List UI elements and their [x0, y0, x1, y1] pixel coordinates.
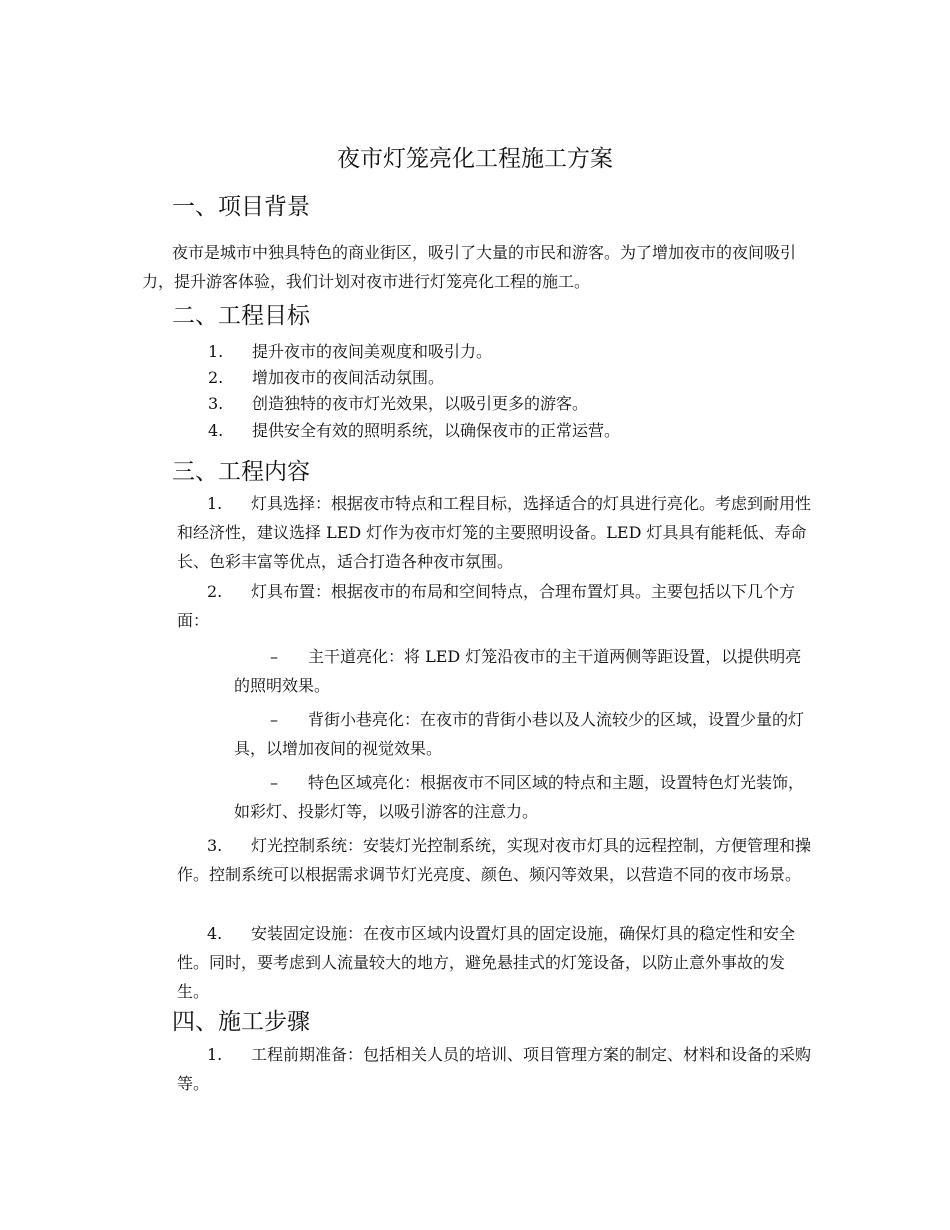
sub-item-dash: –: [270, 647, 278, 666]
goal-item-number: 2.: [208, 368, 224, 387]
sub-item-dash: –: [270, 710, 278, 729]
content-item: [177, 919, 813, 1006]
goal-item-text: 创造独特的夜市灯光效果，以吸引更多的游客。: [252, 394, 589, 413]
goal-item-number: 1.: [208, 342, 224, 361]
step-item: [177, 1040, 813, 1098]
content-item: [177, 831, 813, 889]
content-item-number: 4.: [207, 924, 223, 943]
goal-item: [208, 391, 588, 417]
section-heading-content: 三、工程内容: [172, 459, 310, 485]
content-item-text: 灯具选择：根据夜市特点和工程目标，选择适合的灯具进行亮化。考虑到耐用性和经济性，建议选择 LED 灯作为夜市灯笼的主要照明设备。LED 灯具具有能耗低、寿命长、色彩丰富等优点，适合打造各种夜市氛围。: [177, 494, 812, 571]
goal-item-text: 提供安全有效的照明系统，以确保夜市的正常运营。: [252, 421, 621, 440]
content-item-number: 3.: [207, 836, 223, 855]
content-item-text: 灯具布置：根据夜市的布局和空间特点，合理布置灯具。主要包括以下几个方面：: [177, 582, 796, 630]
step-item-number: 1.: [207, 1045, 223, 1064]
section-heading-steps: 四、施工步骤: [172, 1009, 310, 1035]
background-paragraph: 夜市是城市中独具特色的商业街区，吸引了大量的市民和游客。为了增加夜市的夜间吸引力，提升游客体验，我们计划对夜市进行灯笼亮化工程的施工。: [142, 243, 797, 291]
document-title: 夜市灯笼亮化工程施工方案: [337, 146, 613, 172]
layout-sub-item: [234, 642, 814, 700]
step-item-text: 工程前期准备：包括相关人员的培训、项目管理方案的制定、材料和设备的采购等。: [177, 1045, 812, 1093]
content-item: [177, 489, 813, 576]
goal-item: [208, 339, 492, 365]
sub-item-text: 背街小巷亮化：在夜市的背街小巷以及人流较少的区域，设置少量的灯具，以增加夜间的视觉效果。: [234, 710, 805, 758]
content-item-text: 灯光控制系统：安装灯光控制系统，实现对夜市灯具的远程控制，方便管理和操作。控制系统可以根据需求调节灯光亮度、颜色、频闪等效果，以营造不同的夜市场景。: [177, 836, 812, 884]
layout-sub-item: [234, 705, 814, 763]
layout-sub-item: [234, 768, 814, 826]
goal-item-number: 4.: [208, 421, 224, 440]
content-item: [177, 577, 813, 635]
sub-item-dash: –: [270, 773, 278, 792]
section-heading-goals: 二、工程目标: [172, 303, 310, 329]
sub-item-text: 特色区域亮化：根据夜市不同区域的特点和主题，设置特色灯光装饰，如彩灯、投影灯等，以吸引游客的注意力。: [234, 773, 805, 821]
goal-item-number: 3.: [208, 394, 224, 413]
content-item-number: 1.: [207, 494, 223, 513]
goal-item: [208, 418, 620, 444]
goal-item-text: 增加夜市的夜间活动氛围。: [252, 368, 445, 387]
goal-item-text: 提升夜市的夜间美观度和吸引力。: [252, 342, 493, 361]
content-item-number: 2.: [207, 582, 223, 601]
section-heading-background: 一、项目背景: [172, 194, 310, 220]
sub-item-text: 主干道亮化：将 LED 灯笼沿夜市的主干道两侧等距设置，以提供明亮的照明效果。: [234, 647, 802, 695]
goal-item: [208, 365, 444, 391]
content-item-text: 安装固定设施：在夜市区域内设置灯具的固定设施，确保灯具的稳定性和安全性。同时，要考虑到人流量较大的地方，避免悬挂式的灯笼设备，以防止意外事故的发生。: [177, 924, 796, 1001]
